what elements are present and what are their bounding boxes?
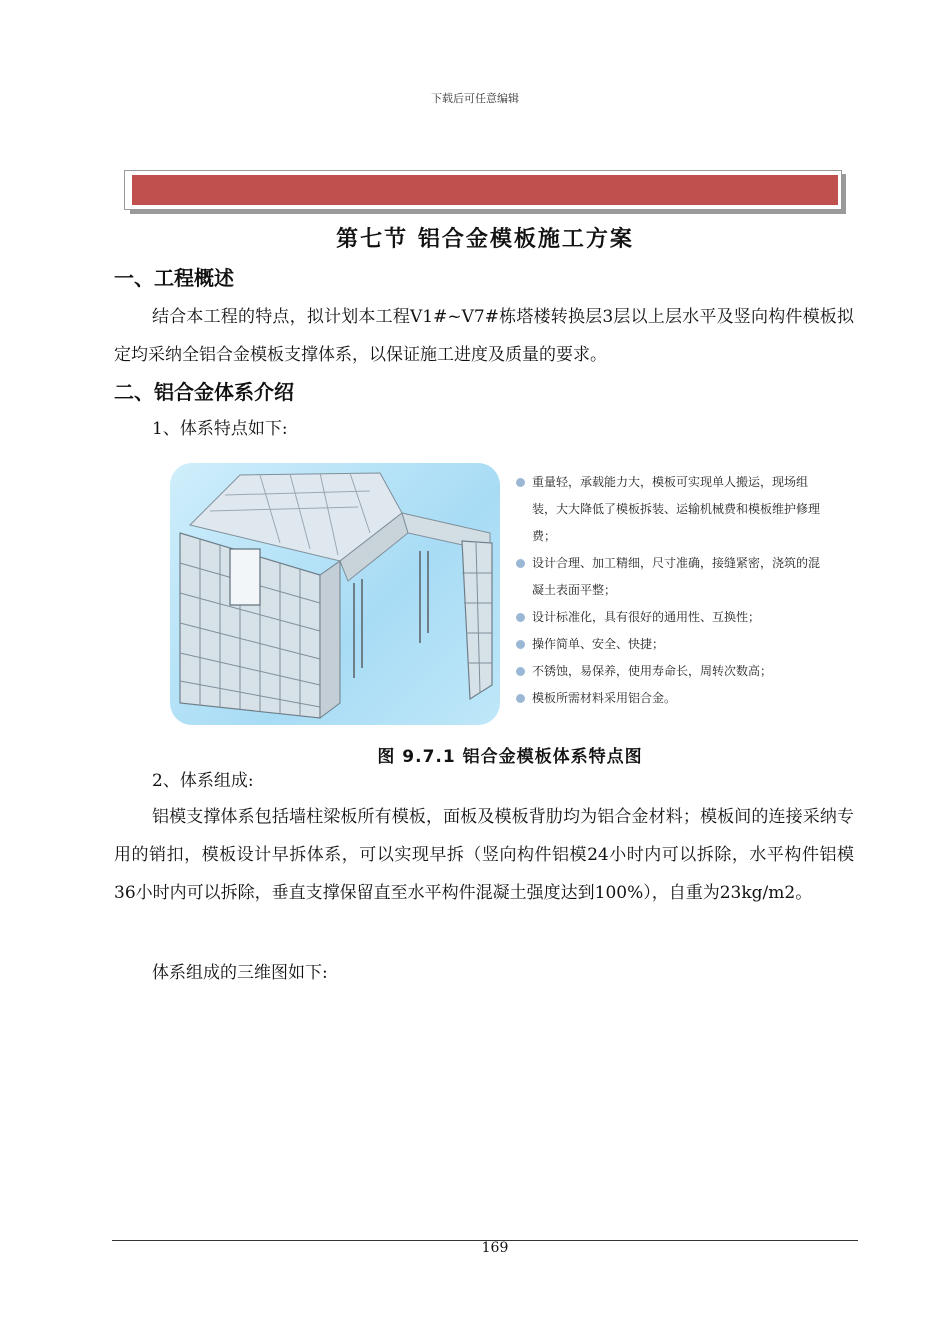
feature-list [515, 469, 825, 712]
composition-paragraph: 铝模支撑体系包括墙柱梁板所有模板，面板及模板背肋均为铝合金材料；模板间的连接采纳专用的销扣，模板设计早拆体系，可以实现早拆（竖向构件铝模24小时内可以拆除，水平构件铝模36小时内可以拆除，垂直支撑保留直至水平构件混凝土强度达到100%），自重为23kg/m2。 [114, 807, 854, 903]
feature-list-item: 操作简单、安全、快捷； [515, 631, 825, 658]
header-note: 下载后可任意编辑 [431, 92, 519, 105]
feature-figure [170, 463, 836, 725]
page-number: 169 [481, 1240, 509, 1256]
section-title: 第七节 铝合金模板施工方案 [336, 227, 634, 252]
overview-heading: 一、工程概述 [114, 266, 234, 290]
overview-paragraph: 结合本工程的特点，拟计划本工程V1#~V7#栋塔楼转换层3层以上层水平及竖向构件模板拟定均采纳全铝合金模板支撑体系，以保证施工进度及质量的要求。 [114, 307, 854, 365]
feature-list-item: 设计合理、加工精细，尺寸准确，接缝紧密，浇筑的混凝土表面平整； [515, 550, 825, 604]
feature-list-item: 重量轻，承载能力大，模板可实现单人搬运，现场组装，大大降低了模板拆装、运输机械费和模板维护修理费； [515, 469, 825, 550]
formwork-illustration [170, 463, 500, 725]
system-heading: 二、铝合金体系介绍 [114, 380, 294, 404]
formwork-3d-drawing [170, 463, 500, 725]
section-banner [132, 175, 838, 205]
feature-list-item: 模板所需材料采用铝合金。 [515, 685, 825, 712]
figure-caption: 图 9.7.1 铝合金模板体系特点图 [377, 747, 643, 767]
system-subheading-1: 1、体系特点如下: [152, 419, 288, 439]
feature-list-item: 设计标准化，具有很好的通用性、互换性； [515, 604, 825, 631]
feature-list-item: 不锈蚀，易保养，使用寿命长，周转次数高； [515, 658, 825, 685]
system-subheading-2: 2、体系组成: [152, 771, 254, 791]
composition-3d-intro: 体系组成的三维图如下: [152, 963, 328, 983]
